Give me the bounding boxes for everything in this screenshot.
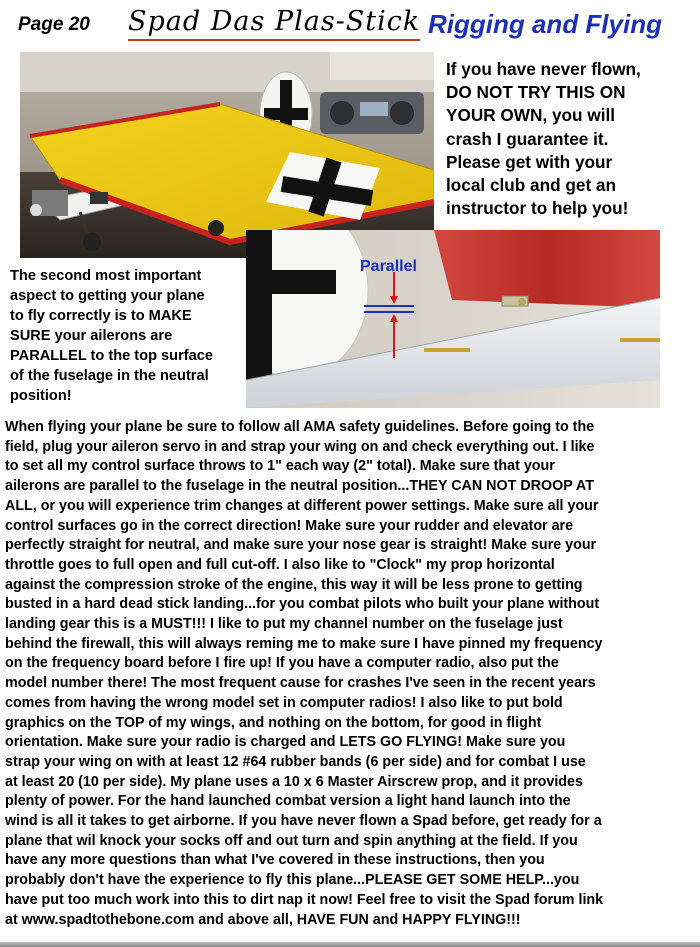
note-line: of the fuselage in the neutral [10,368,209,384]
footer-divider [0,942,700,947]
aileron-photo [246,230,660,408]
body-line: at least 20 (10 per side). My plane uses a 10 x 6 Master Airscrew prop, and it provides [5,773,583,790]
warning-line: instructor to help you! [446,198,629,219]
body-line: graphics on the TOP of my wings, and nothing on the bottom, for good in flight [5,714,542,731]
body-line: probably don't have the experience to fly this plane...PLEASE GET SOME HELP...you [5,872,580,889]
body-line: against the compression stroke of the engine, this way it will be less prone to getting [5,576,583,593]
document-title: Spad Das Plas-Stick [128,6,420,41]
body-line: behind the firewall, this will always reming me to make sure I have pinned my frequency [5,635,603,652]
note-line: to fly correctly is to MAKE [10,308,192,324]
body-line: wind is all it takes to get airborne. If you have never flown a Spad before, get ready for a [5,813,602,830]
note-line: position! [10,388,72,404]
body-line: ALL, or you will experience trim changes at different power settings. Make sure all your [5,497,599,514]
aileron-note [10,266,246,406]
warning-line: local club and get an [446,175,616,196]
warning-line: crash I guarantee it. [446,128,609,149]
page-header [0,0,700,50]
plane-photo [20,52,434,258]
body-line: plenty of power. For the hand launched combat version a light hand launch into the [5,793,571,810]
warning-line: DO NOT TRY THIS ON [446,82,626,103]
body-line: ailerons are parallel to the fuselage in the neutral position...THEY CAN NOT DROOP AT [5,478,594,495]
body-line: have put too much work into this to dirt nap it now! Feel free to visit the Spad forum link [5,891,604,908]
note-line: The second most important [10,268,202,284]
body-line: When flying your plane be sure to follow all AMA safety guidelines. Before going to the [5,419,595,435]
section-title: Rigging and Flying [428,9,662,39]
body-line: throttle goes to full open and full cut-off. I also like to "Clock" my prop horizontal [5,556,555,573]
body-line: control surfaces go in the correct direction! Make sure your rudder and elevator are [5,517,574,534]
body-line: comes from having the wrong model set in computer radios! I also like to put bold [5,694,563,711]
body-line: have any more questions than what I've covered in these instructions, then you [5,852,545,869]
note-line: PARALLEL to the top surface [10,348,213,364]
body-line: on the frequency board before I fire up! If you have a computer radio, also put the [5,655,559,672]
body-line: orientation. Make sure your radio is charged and LETS GO FLYING! Make sure you [5,734,566,751]
note-line: aspect to getting your plane [10,288,205,304]
body-line: strap your wing on with at least 12 #64 rubber bands (6 per side) and for combat I use [5,753,586,770]
instructions-paragraph [5,418,697,930]
warning-line: If you have never flown, [446,59,641,79]
warning-line: YOUR OWN, you will [446,105,616,126]
aileron-illustration [246,230,660,408]
body-line: busted in a hard dead stick landing...for you combat pilots who built your plane without [5,596,600,613]
plane-illustration [20,52,434,258]
body-line: to set all my control surface throws to 1" each way (2" total). Make sure that your [5,458,555,475]
body-line: perfectly straight for neutral, and make sure your nose gear is straight! Make sure your [5,537,597,554]
body-line: field, plug your aileron servo in and strap your wing on and check everything out. I like [5,438,595,455]
page-number: Page 20 [18,14,90,35]
body-line: plane that wil knock your socks off and out turn and spin anything at the field. If you [5,832,578,849]
safety-warning [446,58,700,220]
body-line: model number there! The most frequent cause for crashes I've seen in the recent years [5,675,596,692]
body-line: at www.spadtothebone.com and above all, HAVE FUN and HAPPY FLYING!!! [5,911,521,928]
parallel-label: Parallel [360,258,417,275]
body-line: landing gear this is a MUST!!! I like to put my channel number on the fuselage just [5,616,563,633]
note-line: SURE your ailerons are [10,328,173,344]
warning-line: Please get with your [446,151,613,172]
